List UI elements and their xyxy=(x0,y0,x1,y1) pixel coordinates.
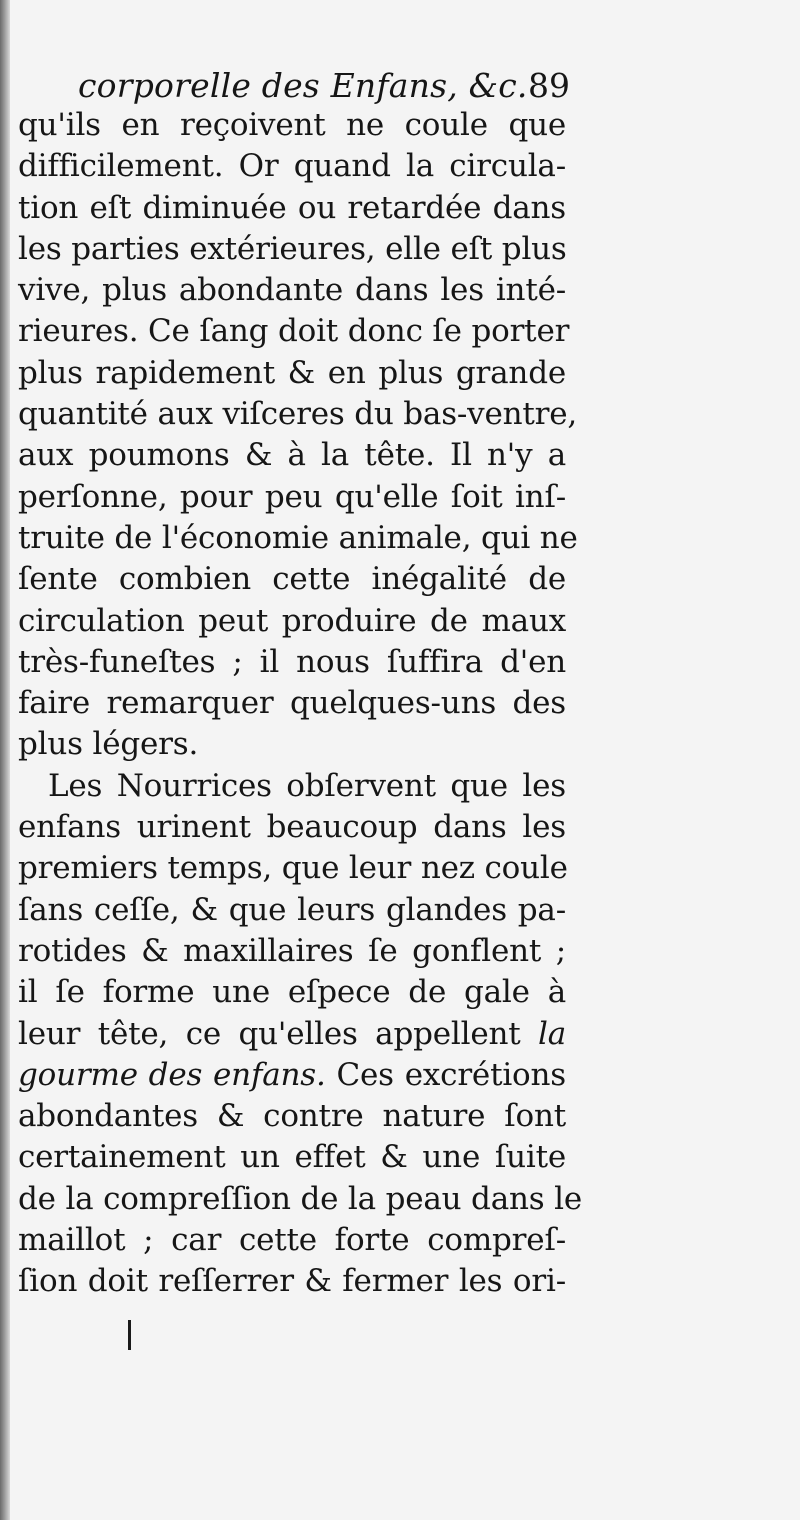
italic-term: la xyxy=(538,1015,567,1052)
page-binding-edge xyxy=(0,0,10,1520)
page-header xyxy=(78,64,570,108)
text-line: enfans urinent beaucoup dans les xyxy=(18,809,566,846)
text-line: abondantes & contre nature ſont xyxy=(18,1098,566,1135)
text-fragment: leur tête, ce qu'elles appellent xyxy=(18,1015,521,1052)
text-line: ſans ceſſe, & que leurs glandes pa- xyxy=(18,891,566,928)
text-line: truite de l'économie animale, qui ne xyxy=(18,519,578,556)
text-line xyxy=(18,1014,566,1055)
text-line: circulation peut produire de maux xyxy=(18,602,566,639)
page-number: 89 xyxy=(528,66,570,105)
body-text xyxy=(18,105,582,1303)
running-title: corporelle des Enfans, &c. xyxy=(78,66,528,105)
text-fragment: Ces excrétions xyxy=(336,1056,566,1093)
text-line xyxy=(18,1055,566,1096)
text-line: de la compreſſion de la peau dans le xyxy=(18,1180,582,1217)
text-line: ſente combien cette inégalité de xyxy=(18,561,566,598)
text-line: plus légers. xyxy=(18,726,199,763)
text-line: vive, plus abondante dans les inté- xyxy=(18,272,566,309)
italic-term: gourme des enfans. xyxy=(18,1056,326,1093)
text-line: plus rapidement & en plus grande xyxy=(18,354,566,391)
text-line: perſonne, pour peu qu'elle ſoit inſ- xyxy=(18,478,566,515)
text-line: quantité aux viſceres du bas-ventre, xyxy=(18,396,578,433)
text-line: ſion doit reſſerrer & fermer les ori- xyxy=(18,1263,566,1300)
text-line: certainement un effet & une ſuite xyxy=(18,1139,566,1176)
text-line: faire remarquer quelques-uns des xyxy=(18,685,566,722)
text-line: il ſe forme une eſpece de gale à xyxy=(18,974,566,1011)
text-line: rieures. Ce ſang doit donc ſe porter xyxy=(18,313,570,350)
text-line: difficilement. Or quand la circula- xyxy=(18,148,566,185)
text-line: maillot ; car cette forte compreſ- xyxy=(18,1222,566,1259)
stray-ink-mark xyxy=(128,1320,131,1350)
text-line: qu'ils en reçoivent ne coule que xyxy=(18,107,566,143)
text-line: premiers temps, que leur nez coule xyxy=(18,850,568,887)
text-line: les parties extérieures, elle eſt plus xyxy=(18,230,567,267)
text-line: tion eſt diminuée ou retardée dans xyxy=(18,189,566,226)
text-line: aux poumons & à la tête. Il n'y a xyxy=(18,437,566,474)
text-line: Les Nourrices obſervent que les xyxy=(48,767,566,804)
text-line: rotides & maxillaires ſe gonflent ; xyxy=(18,932,566,969)
text-line: très-funeſtes ; il nous ſuffira d'en xyxy=(18,643,566,680)
